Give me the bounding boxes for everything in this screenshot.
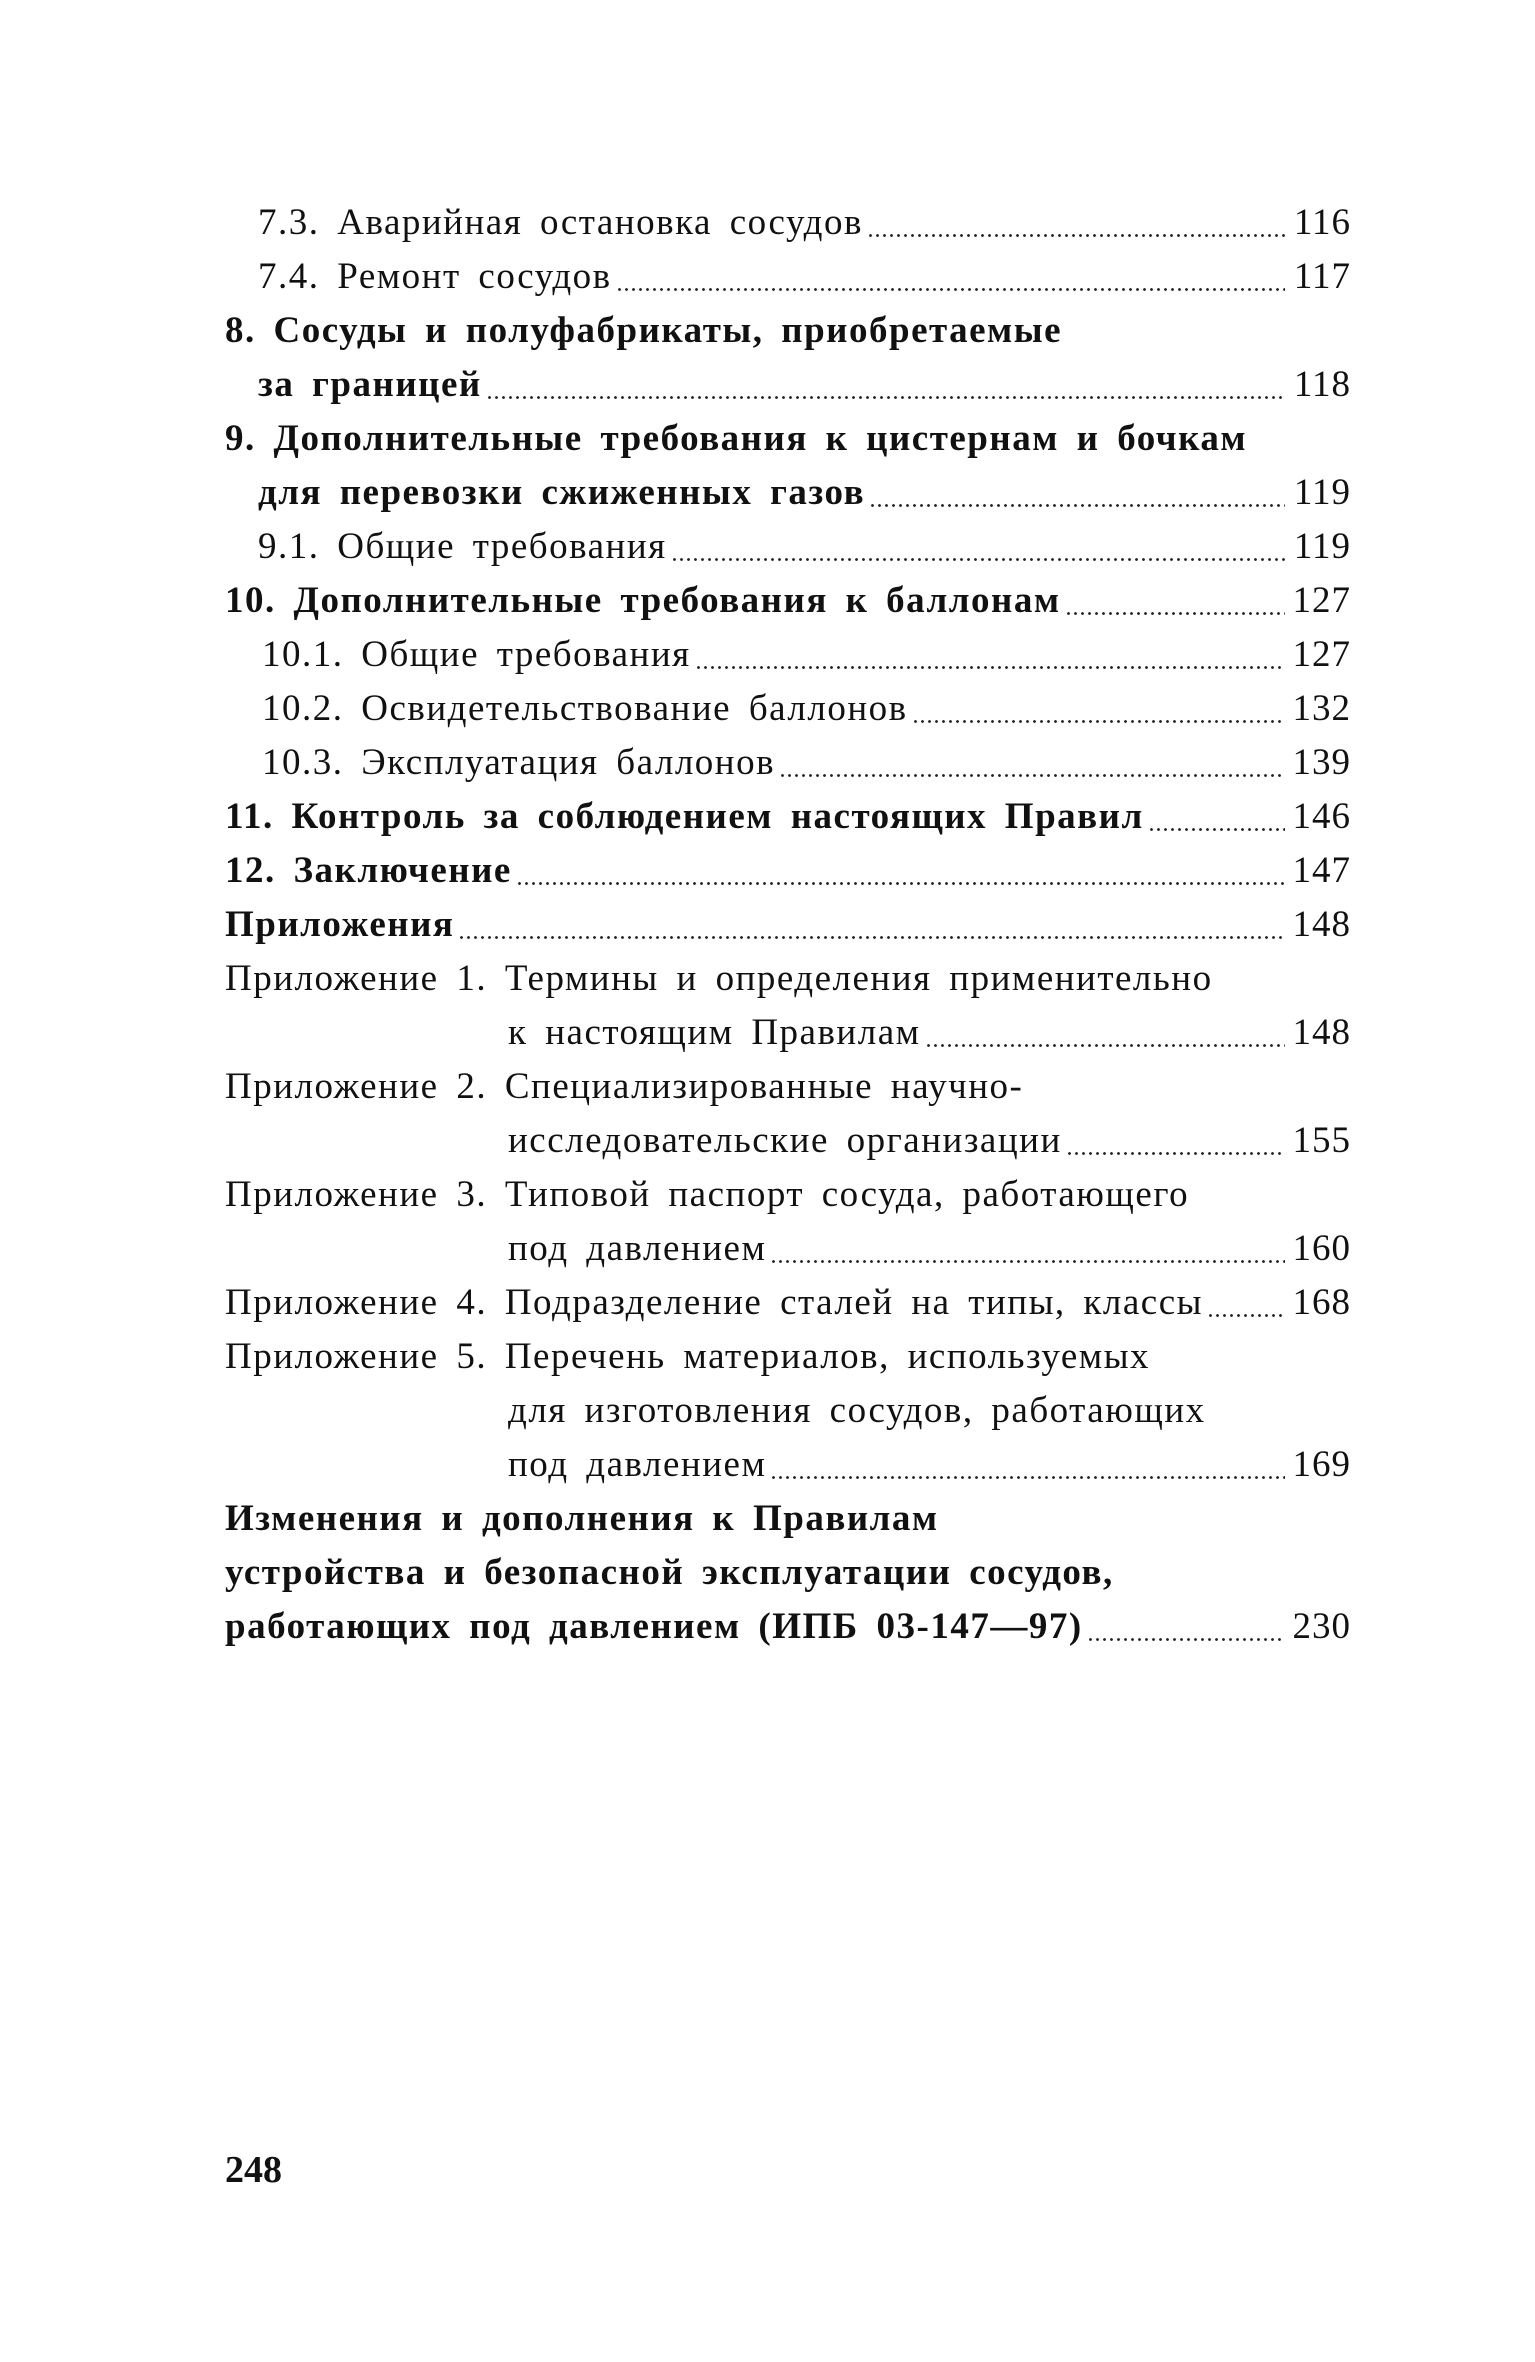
toc-entry-title: к настоящим Правилам [508, 1012, 921, 1053]
toc-entry-title: 7.3. Аварийная остановка сосудов [258, 202, 863, 243]
toc-entry-title: 12. Заключение [225, 850, 512, 891]
toc-entry-appendix-3-line2 [508, 1222, 1351, 1276]
toc-entry-title: исследовательские организации [508, 1120, 1062, 1161]
toc-entry-page: 169 [1292, 1444, 1351, 1485]
toc-entry-12 [225, 844, 1351, 898]
toc-entry-title: Приложение 2. Специализированные научно- [225, 1066, 1024, 1107]
toc-entry-page: 119 [1293, 472, 1351, 513]
toc-entry-8-line2 [258, 358, 1351, 412]
toc-entry-title: за границей [258, 364, 482, 405]
dot-leader [1087, 1637, 1285, 1642]
dot-leader [912, 719, 1285, 724]
toc-entry-page: 118 [1293, 364, 1351, 405]
toc-entry-title: 10.3. Эксплуатация баллонов [262, 742, 776, 783]
toc-entry-appendices [225, 898, 1351, 952]
dot-leader [1065, 611, 1285, 616]
dot-leader [1066, 1151, 1285, 1156]
dot-leader [695, 665, 1285, 670]
toc-entry-title: для изготовления сосудов, работающих [508, 1390, 1206, 1431]
dot-leader [616, 287, 1285, 292]
dot-leader [516, 881, 1285, 886]
toc-entry-appendix-1-line1 [225, 952, 1351, 1006]
toc-entry-appendix-4 [225, 1276, 1351, 1330]
toc-entry-appendix-3-line1 [225, 1168, 1351, 1222]
toc-entry-title: под давлением [508, 1444, 767, 1485]
toc-entry-title: под давлением [508, 1228, 767, 1269]
toc-entry-title: 10. Дополнительные требования к баллонам [225, 580, 1061, 621]
toc-entry-title: Приложение 5. Перечень материалов, используемых [225, 1336, 1151, 1377]
toc-entry-page: 168 [1292, 1282, 1351, 1323]
toc-entry-page: 230 [1292, 1606, 1351, 1647]
toc-entry-7-4 [258, 250, 1351, 304]
toc-entry-amendments-line2 [225, 1546, 1351, 1600]
page-number: 248 [225, 2149, 282, 2191]
toc-entry-appendix-2-line2 [508, 1114, 1351, 1168]
toc-entry-page: 146 [1292, 796, 1351, 837]
toc-entry-9-1 [258, 520, 1351, 574]
toc-entry-appendix-2-line1 [225, 1060, 1351, 1114]
dot-leader [770, 1259, 1285, 1264]
toc-entry-11 [225, 790, 1351, 844]
toc-entry-title: 8. Сосуды и полуфабрикаты, приобретаемые [225, 310, 1063, 351]
toc-entry-amendments-line1 [225, 1492, 1351, 1546]
toc-entry-page: 160 [1292, 1228, 1351, 1269]
toc-entry-title: 10.1. Общие требования [262, 634, 691, 675]
toc-entry-9-line1 [225, 412, 1351, 466]
dot-leader [486, 395, 1285, 400]
toc-entry-10 [225, 574, 1351, 628]
toc-entry-page: 139 [1292, 742, 1351, 783]
toc-entry-page: 116 [1293, 202, 1351, 243]
toc-entry-page: 148 [1292, 1012, 1351, 1053]
toc-entry-8-line1 [225, 304, 1351, 358]
toc-entry-page: 147 [1292, 850, 1351, 891]
toc-entry-10-2 [262, 682, 1351, 736]
toc-entry-title: Приложения [225, 904, 455, 945]
toc-entry-page: 132 [1292, 688, 1351, 729]
dot-leader [869, 503, 1285, 508]
toc-entry-title: 10.2. Освидетельствование баллонов [262, 688, 908, 729]
dot-leader [1207, 1313, 1285, 1318]
dot-leader [458, 935, 1285, 940]
toc-entry-7-3 [258, 196, 1351, 250]
toc-entry-amendments-line3 [225, 1600, 1351, 1654]
toc-entry-10-1 [262, 628, 1351, 682]
toc-entry-10-3 [262, 736, 1351, 790]
toc-entry-title: устройства и безопасной эксплуатации сосудов, [225, 1552, 1114, 1593]
toc-entry-title: Приложение 1. Термины и определения применительно [225, 958, 1213, 999]
toc-entry-page: 155 [1292, 1120, 1351, 1161]
dot-leader [867, 233, 1285, 238]
toc-entry-appendix-5-line2 [508, 1384, 1351, 1438]
dot-leader [779, 773, 1285, 778]
toc-entry-page: 148 [1292, 904, 1351, 945]
toc-entry-title: 9.1. Общие требования [258, 526, 667, 567]
toc-entry-title: Изменения и дополнения к Правилам [225, 1498, 939, 1539]
toc-entry-appendix-5-line1 [225, 1330, 1351, 1384]
toc-entry-page: 127 [1292, 634, 1351, 675]
toc-entry-appendix-1-line2 [508, 1006, 1351, 1060]
dot-leader [671, 557, 1285, 562]
toc-entry-title: 11. Контроль за соблюдением настоящих Правил [225, 796, 1144, 837]
dot-leader [925, 1043, 1285, 1048]
toc-entry-title: 9. Дополнительные требования к цистернам и бочкам [225, 418, 1248, 459]
toc-entry-title: 7.4. Ремонт сосудов [258, 256, 612, 297]
toc-entry-title: Приложение 4. Подразделение сталей на типы, классы [225, 1282, 1203, 1323]
toc-entry-title: Приложение 3. Типовой паспорт сосуда, работающего [225, 1174, 1190, 1215]
toc-entry-title: работающих под давлением (ИПБ 03-147—97) [225, 1606, 1083, 1647]
dot-leader [770, 1475, 1285, 1480]
toc-entry-appendix-5-line3 [508, 1438, 1351, 1492]
toc-entry-page: 127 [1292, 580, 1351, 621]
toc-entry-page: 119 [1293, 526, 1351, 567]
toc-entry-page: 117 [1293, 256, 1351, 297]
toc-entry-9-line2 [258, 466, 1351, 520]
toc-entry-title: для перевозки сжиженных газов [258, 472, 866, 513]
dot-leader [1148, 827, 1285, 832]
